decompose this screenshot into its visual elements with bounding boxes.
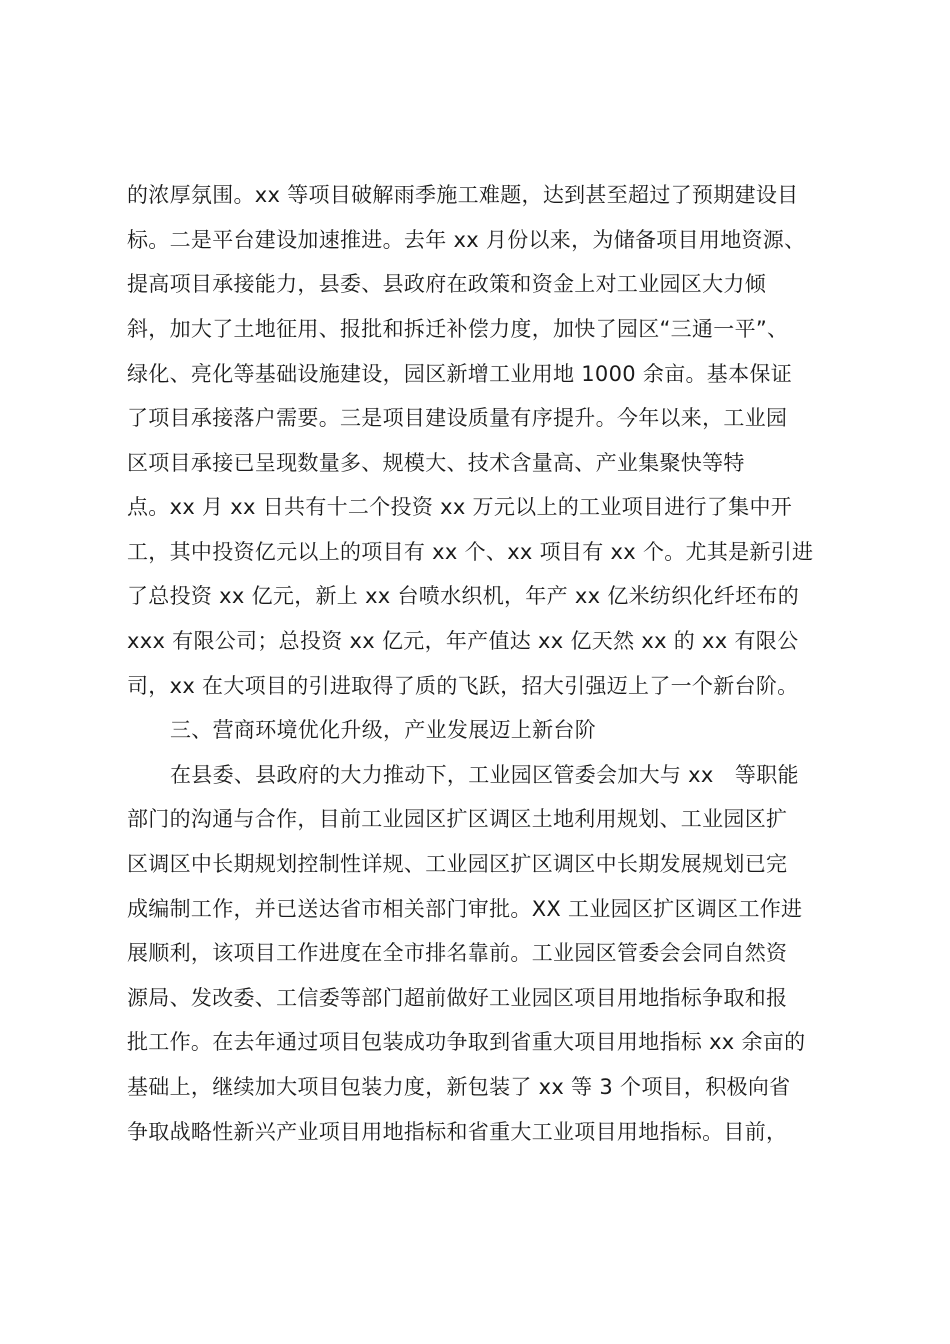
text-line: 部门的沟通与合作，目前工业园区扩区调区土地利用规划、工业园区扩 bbox=[127, 807, 788, 831]
text-line: 争取战略性新兴产业项目用地指标和省重大工业项目用地指标。目前， bbox=[127, 1120, 788, 1144]
text-line: xxx 有限公司；总投资 xx 亿元，年产值达 xx 亿天然 xx 的 xx 有限公 bbox=[127, 629, 799, 653]
text-line: 了项目承接落户需要。三是项目建设质量有序提升。今年以来，工业园 bbox=[127, 406, 788, 430]
text-line: 点。xx 月 xx 日共有十二个投资 xx 万元以上的工业项目进行了集中开 bbox=[127, 495, 793, 519]
text-line: 了总投资 xx 亿元，新上 xx 台喷水织机，年产 xx 亿米纺织化纤坯布的 bbox=[127, 584, 800, 608]
text-line: 提高项目承接能力，县委、县政府在政策和资金上对工业园区大力倾 bbox=[127, 272, 766, 296]
text-line: 在县委、县政府的大力推动下，工业园区管委会加大与 xx 等职能 bbox=[170, 763, 799, 787]
text-line: 司，xx 在大项目的引进取得了质的飞跃，招大引强迈上了一个新台阶。 bbox=[127, 674, 799, 698]
section-heading: 三、营商环境优化升级，产业发展迈上新台阶 bbox=[170, 718, 596, 742]
text-line: 成编制工作，并已送达省市相关部门审批。XX 工业园区扩区调区工作进 bbox=[127, 897, 803, 921]
text-line: 区项目承接已呈现数量多、规模大、技术含量高、产业集聚快等特 bbox=[127, 451, 745, 475]
text-line: 源局、发改委、工信委等部门超前做好工业园区项目用地指标争取和报 bbox=[127, 986, 788, 1010]
text-line: 区调区中长期规划控制性详规、工业园区扩区调区中长期发展规划已完 bbox=[127, 852, 788, 876]
text-line: 展顺利，该项目工作进度在全市排名靠前。工业园区管委会会同自然资 bbox=[127, 941, 788, 965]
text-line: 斜，加大了土地征用、报批和拆迁补偿力度，加快了园区“三通一平”、 bbox=[127, 317, 789, 341]
text-line: 批工作。在去年通过项目包装成功争取到省重大项目用地指标 xx 余亩的 bbox=[127, 1030, 806, 1054]
text-line: 标。二是平台建设加速推进。去年 xx 月份以来，为储备项目用地资源、 bbox=[127, 228, 806, 252]
text-line: 的浓厚氛围。xx 等项目破解雨季施工难题，达到甚至超过了预期建设目 bbox=[127, 183, 799, 207]
text-line: 绿化、亮化等基础设施建设，园区新增工业用地 1000 余亩。基本保证 bbox=[127, 362, 792, 386]
text-line: 基础上，继续加大项目包装力度，新包装了 xx 等 3 个项目，积极向省 bbox=[127, 1075, 791, 1099]
text-line: 工，其中投资亿元以上的项目有 xx 个、xx 项目有 xx 个。尤其是新引进 bbox=[127, 540, 814, 564]
